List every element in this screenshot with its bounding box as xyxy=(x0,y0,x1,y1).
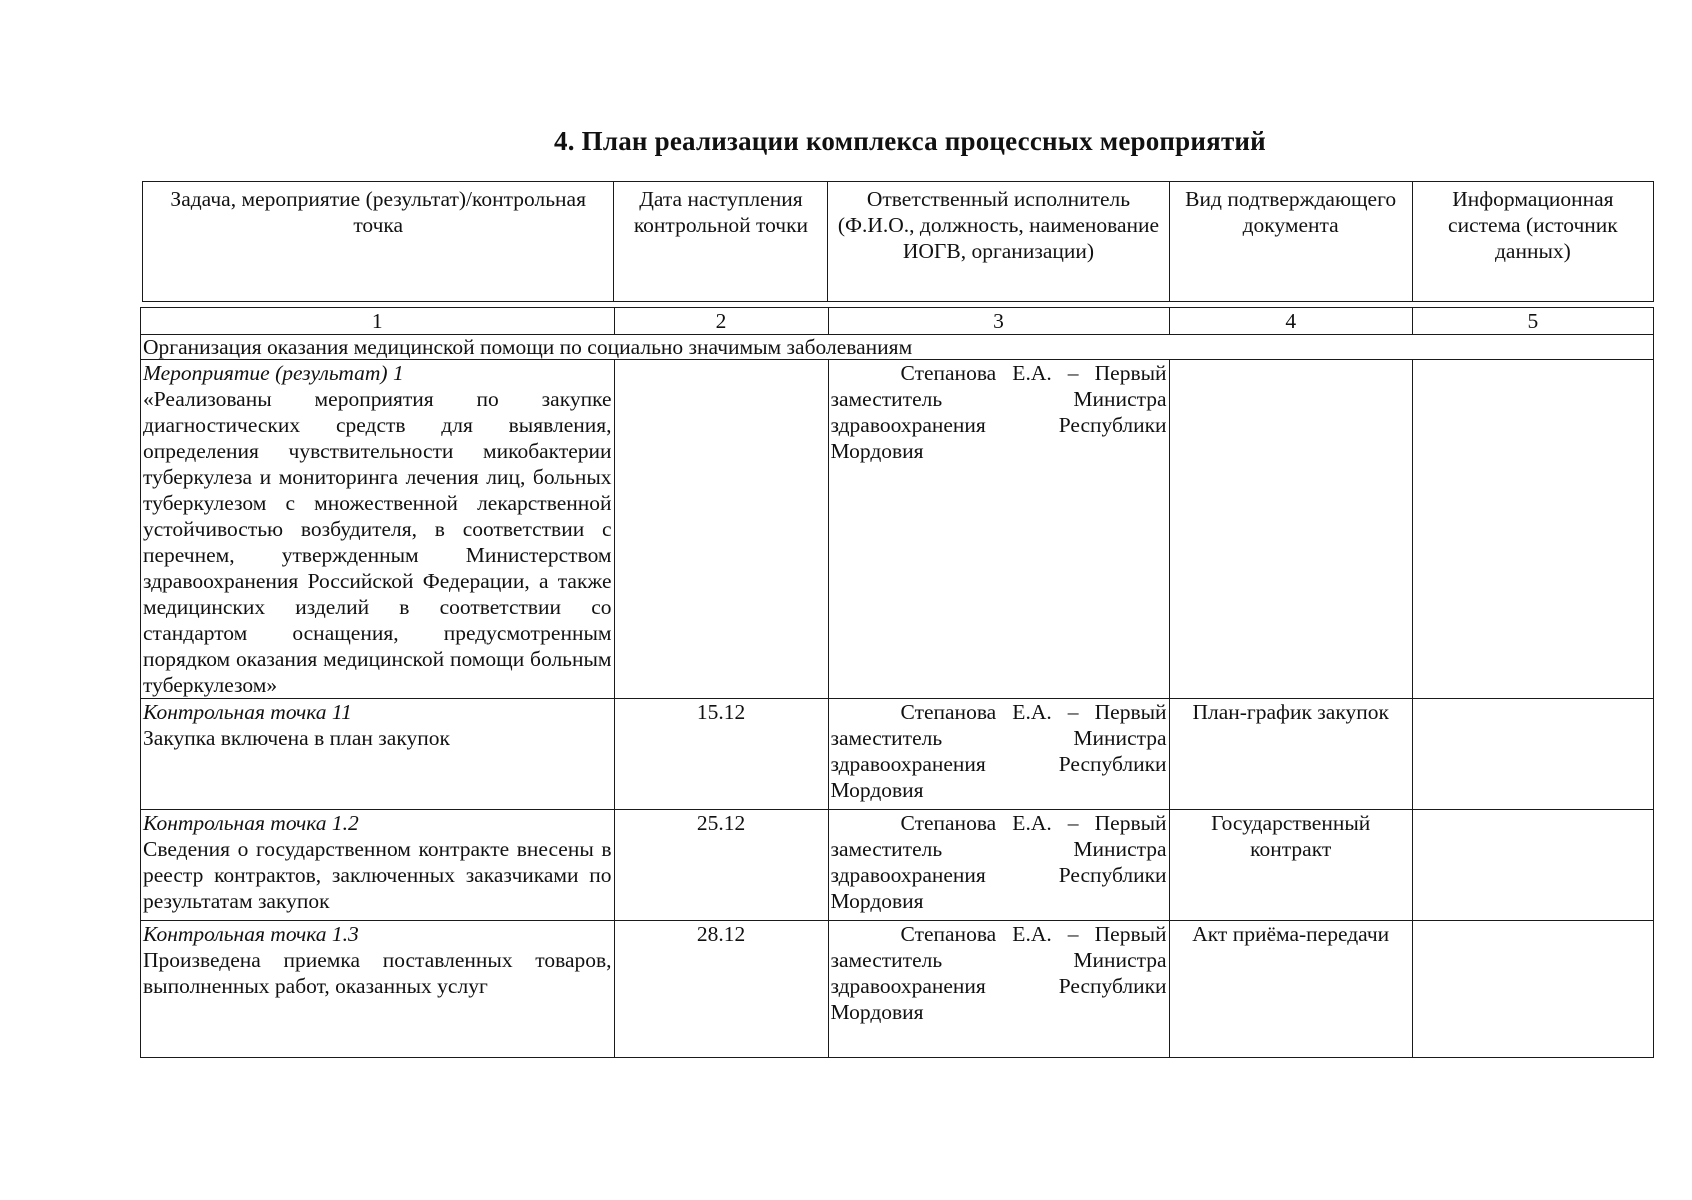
header-system: Информационная система (источник данных) xyxy=(1412,182,1653,302)
system-cell xyxy=(1412,921,1653,1058)
task-text: Сведения о государственном контракте внесены в реестр контрактов, заключенных заказчиками по результатам закупок xyxy=(143,837,612,913)
task-type-label: Контрольная точка 1.3 xyxy=(143,922,359,946)
executor-cell: Степанова Е.А. – Первый заместитель Министра здравоохранения Республики Мордовия xyxy=(828,921,1169,1058)
task-cell xyxy=(141,810,615,921)
task-text: Произведена приемка поставленных товаров, выполненных работ, оказанных услуг xyxy=(143,948,612,998)
task-type-label: Мероприятие (результат) 1 xyxy=(143,361,404,385)
table-row xyxy=(141,810,1654,921)
column-number: 2 xyxy=(614,308,828,335)
column-number: 1 xyxy=(141,308,615,335)
table-header xyxy=(142,181,1654,302)
task-type-label: Контрольная точка 1.2 xyxy=(143,811,359,835)
system-cell xyxy=(1412,699,1653,810)
table-row xyxy=(141,360,1654,699)
page-title: 4. План реализации комплекса процессных мероприятий xyxy=(554,126,1266,156)
task-text: Закупка включена в план закупок xyxy=(143,726,450,750)
task-cell xyxy=(141,921,615,1058)
date-cell xyxy=(614,360,828,699)
date-cell: 15.12 xyxy=(614,699,828,810)
header-date: Дата наступления контрольной точки xyxy=(614,182,828,302)
date-cell: 28.12 xyxy=(614,921,828,1058)
system-cell xyxy=(1412,360,1653,699)
section-row xyxy=(141,335,1654,360)
task-text: «Реализованы мероприятия по закупке диагностических средств для выявления, определения чувствительности микобактерии туберкулеза и мониторинга лечения лиц, больных туберкулезом с множественной лекарственной устойчивостью возбудителя, в соответствии с перечнем, утвержденным Министерством здравоохранения Российской Федерации, а также медицинских изделий в соответствии со стандартом оснащения, предусмотренным порядком оказания медицинской помощи больным туберкулезом» xyxy=(143,387,612,697)
document-cell: Акт приёма-передачи xyxy=(1169,921,1412,1058)
section-title: Организация оказания медицинской помощи по социально значимым заболеваниям xyxy=(141,335,1654,360)
executor-cell: Степанова Е.А. – Первый заместитель Министра здравоохранения Республики Мордовия xyxy=(828,810,1169,921)
table-row xyxy=(141,921,1654,1058)
column-number: 5 xyxy=(1412,308,1653,335)
column-number: 4 xyxy=(1169,308,1412,335)
task-cell xyxy=(141,360,615,699)
date-cell: 25.12 xyxy=(614,810,828,921)
executor-cell: Степанова Е.А. – Первый заместитель Министра здравоохранения Республики Мордовия xyxy=(828,699,1169,810)
plan-table xyxy=(140,307,1654,1058)
column-numbers-row xyxy=(141,308,1654,335)
table-row xyxy=(141,699,1654,810)
task-cell xyxy=(141,699,615,810)
system-cell xyxy=(1412,810,1653,921)
header-executor: Ответственный исполнитель (Ф.И.О., должность, наименование ИОГВ, организации) xyxy=(828,182,1169,302)
document-cell xyxy=(1169,360,1412,699)
header-task: Задача, мероприятие (результат)/контрольная точка xyxy=(143,182,614,302)
column-number: 3 xyxy=(828,308,1169,335)
document-cell: Государственный контракт xyxy=(1169,810,1412,921)
executor-cell: Степанова Е.А. – Первый заместитель Министра здравоохранения Республики Мордовия xyxy=(828,360,1169,699)
document-cell: План-график закупок xyxy=(1169,699,1412,810)
task-type-label: Контрольная точка 11 xyxy=(143,700,352,724)
header-document: Вид подтверждающего документа xyxy=(1169,182,1412,302)
